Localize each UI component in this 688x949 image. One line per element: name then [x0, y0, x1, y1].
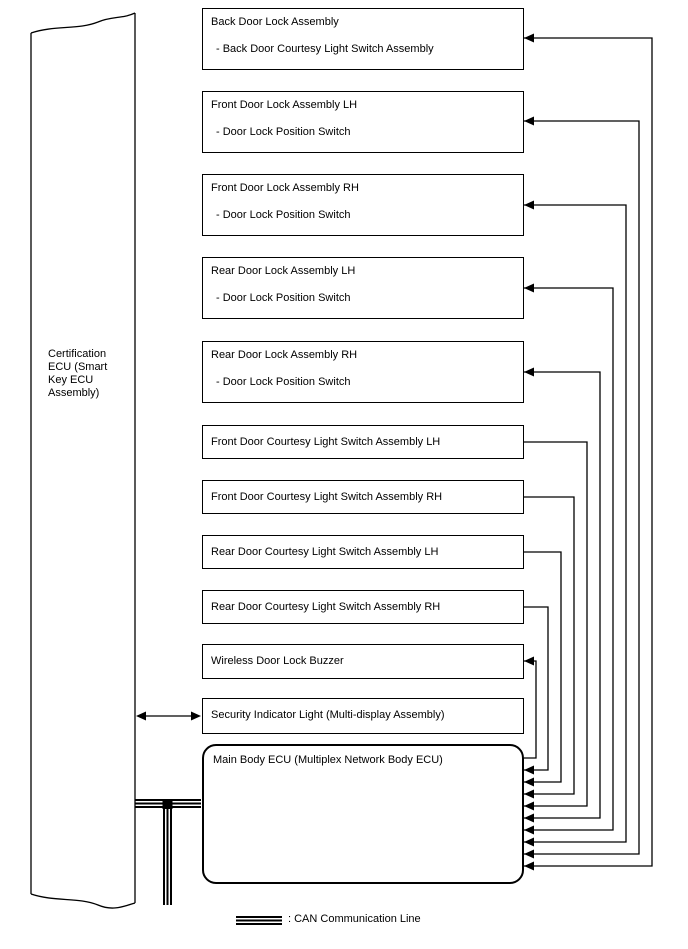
connector-front-door-lock-lh — [524, 117, 639, 859]
arrow-left-icon — [524, 778, 534, 787]
can-junction — [163, 799, 173, 809]
arrow-left-icon — [524, 766, 534, 775]
box-rear-door-lock-assembly-lh — [202, 257, 524, 319]
connector-wireless-buzzer — [524, 657, 536, 759]
connector-rear-door-lock-rh — [524, 368, 600, 823]
connector-front-door-lock-rh — [524, 201, 626, 847]
arrow-left-icon — [524, 201, 534, 210]
box-title: Rear Door Lock Assembly RH — [211, 349, 358, 361]
arrow-left-icon — [524, 117, 534, 126]
arrow-left-icon — [136, 712, 146, 721]
box-subtitle: - Door Lock Position Switch — [216, 126, 351, 138]
box-main-body-ecu — [202, 744, 524, 884]
legend-can-communication-line: : CAN Communication Line — [288, 913, 421, 925]
box-rear-door-lock-assembly-rh — [202, 341, 524, 403]
box-subtitle: - Door Lock Position Switch — [216, 209, 351, 221]
connector-security-indicator — [136, 712, 201, 721]
arrow-left-icon — [524, 657, 534, 666]
box-back-door-lock-assembly — [202, 8, 524, 70]
arrow-left-icon — [524, 790, 534, 799]
box-title: Main Body ECU (Multiplex Network Body ECU) — [213, 754, 443, 766]
box-title: Front Door Lock Assembly LH — [211, 99, 358, 111]
box-front-door-courtesy-switch-rh — [202, 480, 524, 514]
box-title: Front Door Courtesy Light Switch Assembly RH — [211, 491, 443, 503]
box-title: Back Door Lock Assembly — [211, 16, 339, 28]
certification-ecu-band — [31, 13, 135, 908]
connector-rear-courtesy-rh — [524, 607, 548, 775]
box-front-door-courtesy-switch-lh — [202, 425, 524, 459]
certification-ecu-label: Certification ECU (Smart Key ECU Assembly) — [48, 348, 108, 399]
box-title: Security Indicator Light (Multi-display Assembly) — [211, 709, 445, 721]
box-rear-door-courtesy-switch-rh — [202, 590, 524, 624]
connector-back-door-lock — [524, 34, 652, 871]
box-title: Front Door Lock Assembly RH — [211, 182, 359, 194]
box-subtitle: - Door Lock Position Switch — [216, 376, 351, 388]
box-rear-door-courtesy-switch-lh — [202, 535, 524, 569]
arrow-left-icon — [524, 368, 534, 377]
connector-front-courtesy-rh — [524, 497, 574, 799]
arrow-left-icon — [524, 862, 534, 871]
box-security-indicator-light — [202, 698, 524, 734]
legend-can-symbol-icon — [236, 917, 282, 924]
can-communication-line — [135, 799, 201, 905]
arrow-left-icon — [524, 34, 534, 43]
box-title: Rear Door Lock Assembly LH — [211, 265, 356, 277]
connector-front-courtesy-lh — [524, 442, 587, 811]
connector-lines — [524, 34, 652, 871]
arrow-left-icon — [524, 814, 534, 823]
arrow-left-icon — [524, 850, 534, 859]
arrow-right-icon — [191, 712, 201, 721]
arrow-left-icon — [524, 802, 534, 811]
arrow-left-icon — [524, 838, 534, 847]
box-title: Rear Door Courtesy Light Switch Assembly RH — [211, 601, 441, 613]
arrow-left-icon — [524, 284, 534, 293]
box-front-door-lock-assembly-lh — [202, 91, 524, 153]
box-title: Front Door Courtesy Light Switch Assembly LH — [211, 436, 441, 448]
connector-rear-courtesy-lh — [524, 552, 561, 787]
box-title: Rear Door Courtesy Light Switch Assembly LH — [211, 546, 439, 558]
arrow-left-icon — [524, 826, 534, 835]
box-wireless-door-lock-buzzer — [202, 644, 524, 679]
box-subtitle: - Back Door Courtesy Light Switch Assembly — [216, 43, 434, 55]
box-title: Wireless Door Lock Buzzer — [211, 655, 344, 667]
box-subtitle: - Door Lock Position Switch — [216, 292, 351, 304]
connector-rear-door-lock-lh — [524, 284, 613, 835]
box-front-door-lock-assembly-rh — [202, 174, 524, 236]
